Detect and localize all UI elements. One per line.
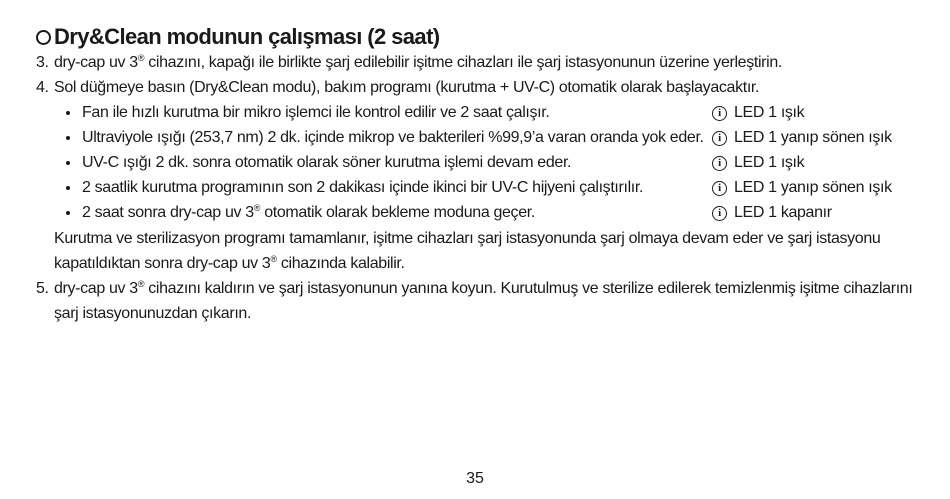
info-icon: i	[712, 206, 727, 221]
led-status: LED 1 yanıp sönen ışık	[734, 179, 892, 196]
bullet-3-text: UV-C ışığı 2 dk. sonra otomatik olarak söner kurutma işlemi devam eder.	[82, 154, 572, 171]
bullet-4-led	[712, 178, 892, 198]
bullet-4-text: 2 saatlik kurutma programının son 2 dakikası içinde ikinci bir UV-C hijyeni çalıştırılır.	[82, 179, 644, 196]
info-icon: i	[712, 156, 727, 171]
section-heading	[36, 24, 440, 50]
step-5-number: 5.	[36, 280, 49, 297]
bullet-1-text: Fan ile hızlı kurutma bir mikro işlemci ile kontrol edilir ve 2 saat çalışır.	[82, 104, 550, 121]
led-status: LED 1 ışık	[734, 154, 805, 171]
bullet-dot	[66, 111, 70, 115]
bullet-dot	[66, 136, 70, 140]
paragraph-line-2: kapatıldıktan sonra dry-cap uv 3® cihazında kalabilir.	[54, 254, 405, 272]
bullet-1-led	[712, 103, 804, 123]
step-5-text-line-1: dry-cap uv 3® cihazını kaldırın ve şarj istasyonunun yanına koyun. Kurutulmuş ve sterilize edilerek temizlenmiş işitme cihazlarını	[54, 279, 913, 297]
bullet-dot	[66, 161, 70, 165]
circle-icon	[36, 30, 51, 45]
bullet-5-led	[712, 203, 832, 223]
step-5-text-line-2: şarj istasyonunuzdan çıkarın.	[54, 305, 252, 322]
section-heading-text: Dry&Clean modunun çalışması (2 saat)	[54, 24, 440, 49]
page-number: 35	[466, 470, 484, 487]
paragraph-line-1: Kurutma ve sterilizasyon programı tamamlanır, işitme cihazları şarj istasyonunda şarj olmaya devam eder ve şarj istasyonu	[54, 230, 881, 247]
led-status: LED 1 yanıp sönen ışık	[734, 129, 892, 146]
step-3-text: dry-cap uv 3® cihazını, kapağı ile birlikte şarj edilebilir işitme cihazları ile şarj istasyonunun üzerine yerleştirin.	[54, 53, 782, 71]
bullet-2-led	[712, 128, 892, 148]
step-4-number: 4.	[36, 79, 49, 96]
step-3-number: 3.	[36, 54, 49, 71]
info-icon: i	[712, 131, 727, 146]
bullet-dot	[66, 186, 70, 190]
info-icon: i	[712, 106, 727, 121]
bullet-dot	[66, 211, 70, 215]
bullet-2-text: Ultraviyole ışığı (253,7 nm) 2 dk. içinde mikrop ve bakterileri %99,9’a varan oranda yok eder.	[82, 129, 704, 146]
led-status: LED 1 kapanır	[734, 204, 832, 221]
info-icon: i	[712, 181, 727, 196]
bullet-5-text: 2 saat sonra dry-cap uv 3® otomatik olarak bekleme moduna geçer.	[82, 203, 535, 221]
bullet-3-led	[712, 153, 804, 173]
step-4-text: Sol düğmeye basın (Dry&Clean modu), bakım programı (kurutma + UV-C) otomatik olarak başlayacaktır.	[54, 79, 760, 96]
led-status: LED 1 ışık	[734, 104, 805, 121]
